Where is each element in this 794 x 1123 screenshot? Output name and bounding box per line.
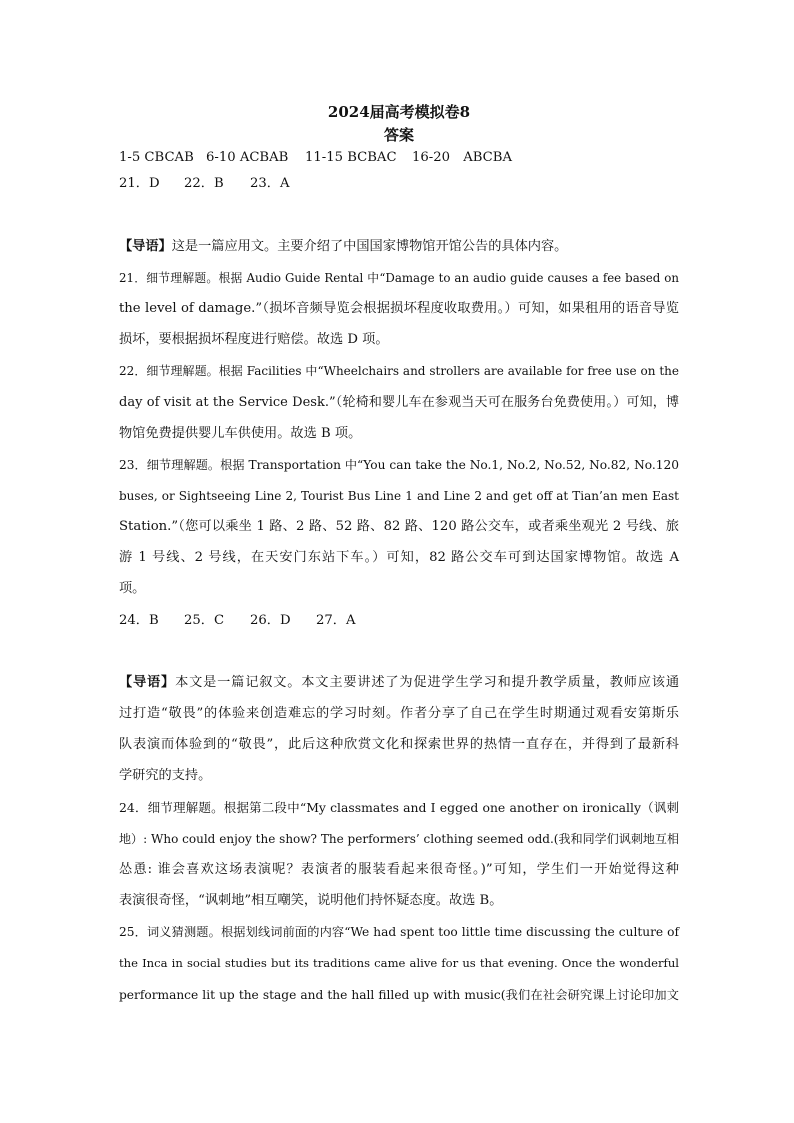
text-line: 损坏，要根据损坏程度进行赔偿。故选 D 项。 bbox=[119, 332, 389, 347]
answers-row-1 bbox=[119, 148, 512, 168]
guide-text: 本文是一篇记叙文。本文主要讲述了为促进学生学习和提升教学质量，教师应该通 bbox=[175, 675, 680, 690]
guide-paragraph-2 bbox=[119, 673, 679, 693]
text-line: 地）: Who could enjoy the show? The performers’ clothing seemed odd.(我和同学们讽刺地互相 bbox=[119, 832, 679, 846]
text-line: 24．细节理解题。根据第二段中“My classmates and I egged one another on ironically（讽刺 bbox=[119, 800, 679, 815]
document-title: 2024届高考模拟卷8 bbox=[327, 103, 471, 121]
text-line: Station.”（您可以乘坐 1 路、2 路、52 路、82 路、120 路公交车，或者乘坐观光 2 号线、旅 bbox=[119, 519, 679, 534]
text-line: 21．细节理解题。根据 Audio Guide Rental 中“Damage to an audio guide causes a fee based on bbox=[119, 271, 679, 285]
guide-label: 【导语】 bbox=[119, 675, 176, 690]
text-line: day of visit at the Service Desk.”（轮椅和婴儿车在参观当天可在服务台免费使用。）可知，博 bbox=[119, 395, 679, 410]
text-line: 游 1 号线、2 号线，在天安门东站下车。）可知，82 路公交车可到达国家博物馆。故选 A bbox=[119, 550, 679, 565]
text-line: 表演很奇怪，“讽刺地”相互嘲笑，说明他们持怀疑态度。故选 B。 bbox=[119, 893, 503, 908]
text-line: 学研究的支持。 bbox=[119, 768, 212, 783]
text-line: 物馆免费提供婴儿车供使用。故选 B 项。 bbox=[119, 426, 362, 441]
answer-group: 11-15 BCBAC bbox=[305, 150, 397, 165]
text-line: the Inca in social studies but its traditions came alive for us that evening. Once the wonderful bbox=[119, 956, 679, 970]
text-line: buses, or Sightseeing Line 2, Tourist Bus Line 1 and Line 2 and get off at Tian’an men East bbox=[119, 489, 679, 503]
text-line: 过打造“敬畏”的体验来创造难忘的学习时刻。作者分享了自己在学生时期通过观看安第斯乐 bbox=[119, 706, 679, 721]
answer-item: 27．A bbox=[316, 613, 356, 628]
text-line: 项。 bbox=[119, 581, 146, 596]
document-subtitle: 答案 bbox=[383, 126, 414, 144]
answer-item: 25．C bbox=[184, 613, 225, 628]
guide-paragraph-1 bbox=[119, 237, 567, 257]
answer-item: 22．B bbox=[184, 176, 224, 191]
answer-item: 21．D bbox=[119, 176, 160, 191]
text-line: 23．细节理解题。根据 Transportation 中“You can take the No.1, No.2, No.52, No.82, No.120 bbox=[119, 458, 679, 472]
answer-item: 23．A bbox=[250, 176, 290, 191]
guide-text: 这是一篇应用文。主要介绍了中国国家博物馆开馆公告的具体内容。 bbox=[171, 239, 568, 254]
text-line: 25．词义猜测题。根据划线词前面的内容“We had spent too little time discussing the culture of bbox=[119, 925, 679, 939]
text-line: 队表演而体验到的“敬畏”，此后这种欣赏文化和探索世界的热情一直存在，并得到了最新科 bbox=[119, 737, 679, 752]
answer-group: 1-5 CBCAB bbox=[119, 150, 194, 165]
answer-group: 16-20 ABCBA bbox=[412, 150, 512, 165]
text-line: performance lit up the stage and the hall filled up with music(我们在社会研究课上讨论印加文 bbox=[119, 988, 679, 1002]
answer-item: 26．D bbox=[250, 613, 291, 628]
answers-row-3 bbox=[119, 611, 356, 631]
text-line: 怂恿: 谁会喜欢这场表演呢？表演者的服装看起来很奇怪。)”可知，学生们一开始觉得这种 bbox=[119, 862, 679, 877]
answers-row-2 bbox=[119, 174, 290, 194]
answer-item: 24．B bbox=[119, 613, 159, 628]
guide-label: 【导语】 bbox=[119, 239, 172, 254]
answer-group: 6-10 ACBAB bbox=[206, 150, 289, 165]
text-line: the level of damage.”（损坏音频导览会根据损坏程度收取费用。）可知，如果租用的语音导览 bbox=[119, 301, 679, 316]
text-line: 22．细节理解题。根据 Facilities 中“Wheelchairs and strollers are available for free use on the bbox=[119, 364, 679, 378]
